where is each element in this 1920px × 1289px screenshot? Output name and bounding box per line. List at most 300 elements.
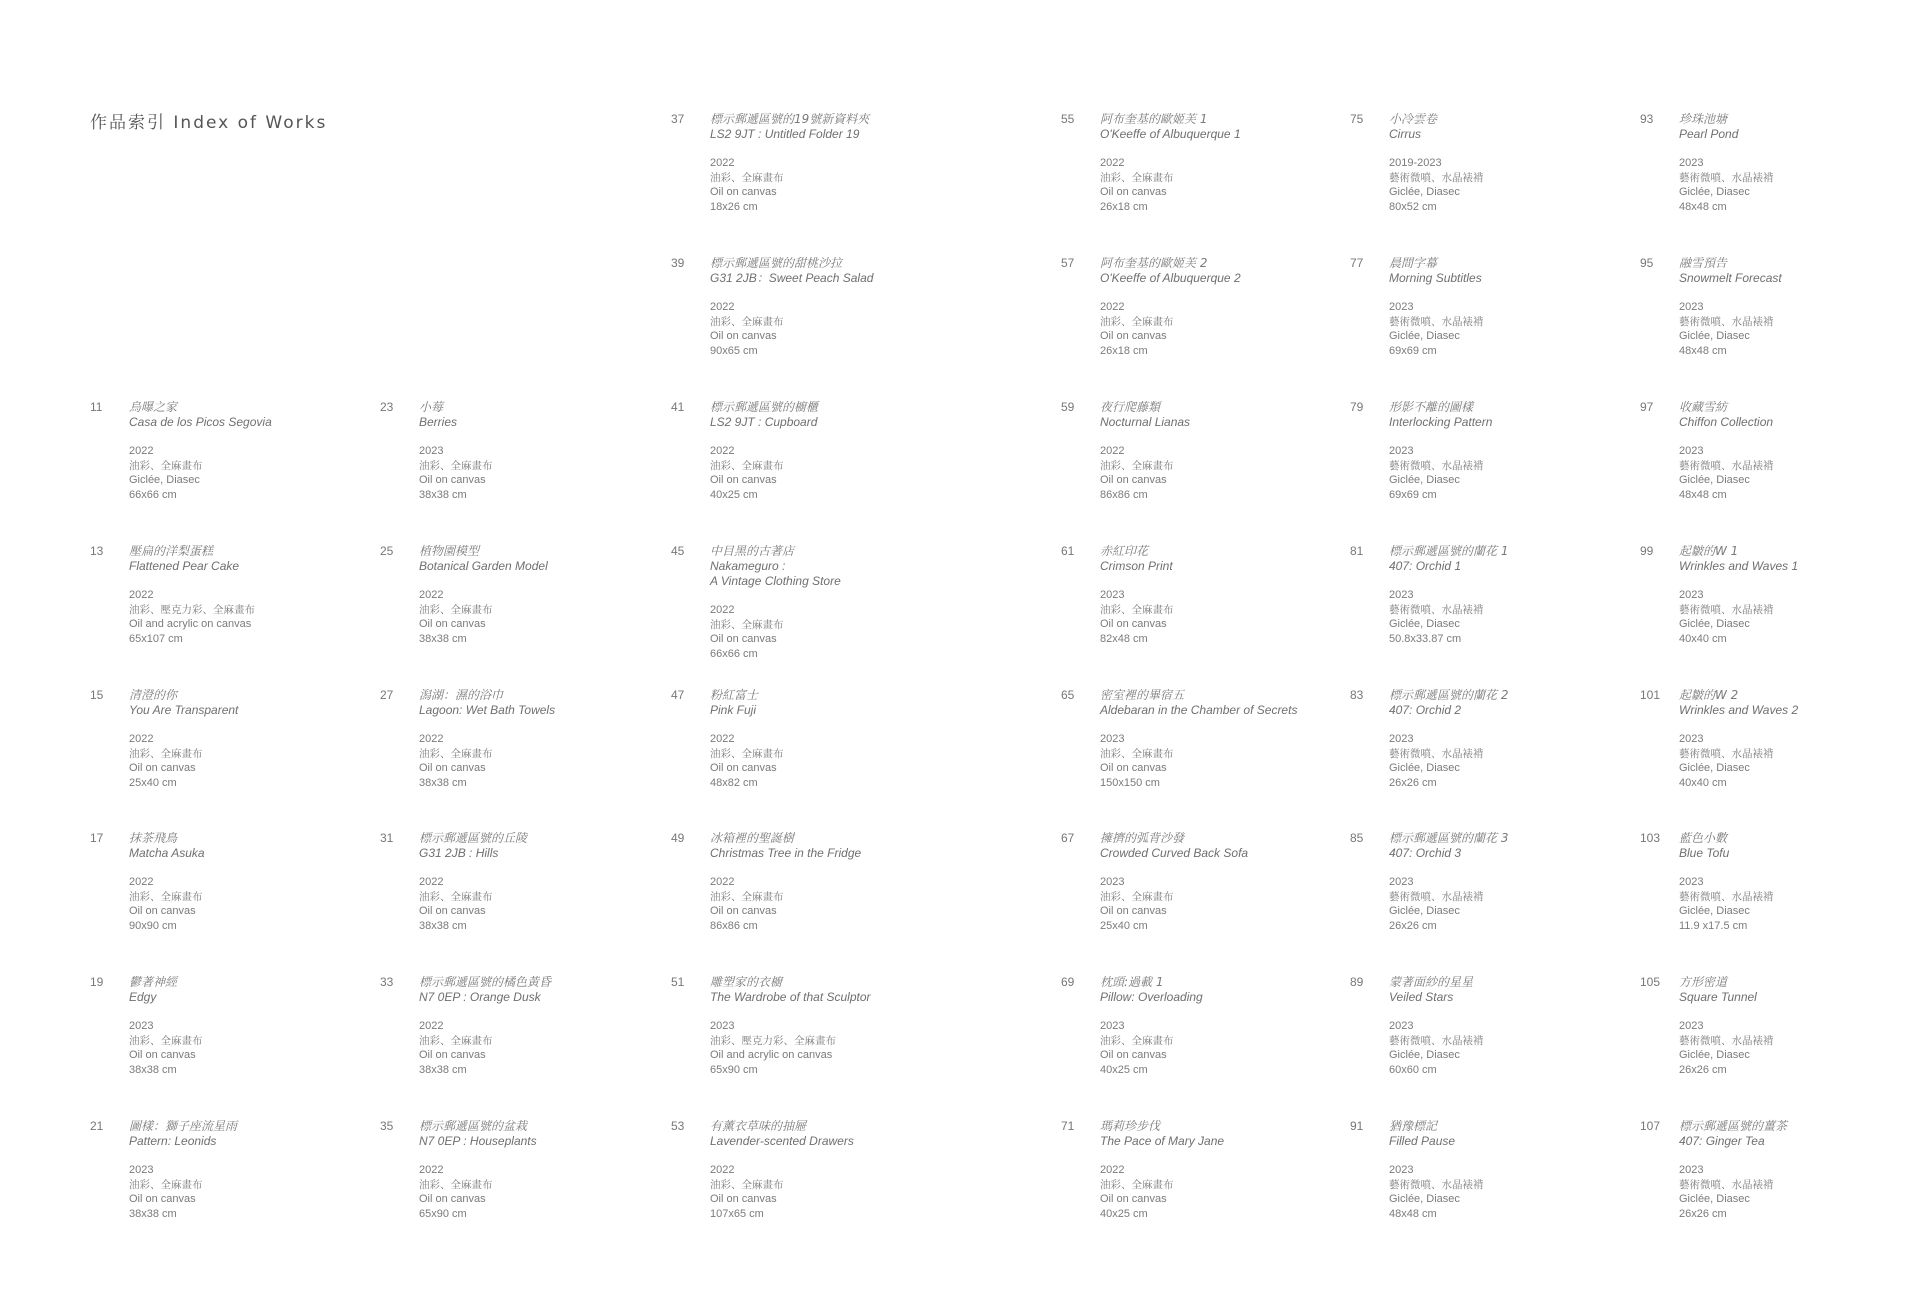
work-meta	[419, 1019, 629, 1077]
work-medium-zh: 藝術微噴、水晶裱褙	[1679, 603, 1774, 616]
work-size: 38x38 cm	[419, 919, 467, 932]
work-meta	[1389, 156, 1599, 214]
work-details	[419, 544, 629, 646]
work-size: 48x48 cm	[1679, 200, 1727, 213]
work-title-en	[1100, 415, 1310, 430]
work-size: 38x38 cm	[129, 1207, 177, 1220]
work-meta	[710, 1163, 920, 1221]
work-title-en-line: N7 0EP : Orange Dusk	[419, 990, 541, 1004]
work-details	[1679, 831, 1889, 933]
work-title-en-line: G31 2JB：Sweet Peach Salad	[710, 271, 874, 285]
work-year: 2023	[419, 445, 444, 457]
work-title-en-line: Filled Pause	[1389, 1134, 1456, 1148]
work-title-en	[419, 703, 629, 718]
work-title-zh: 晨間字幕	[1389, 256, 1438, 270]
work-title-zh: 植物園模型	[419, 544, 480, 558]
work-year: 2023	[1389, 876, 1414, 888]
work-size: 90x65 cm	[710, 344, 758, 357]
work-title-zh: 猶豫標記	[1389, 1119, 1438, 1133]
work-size: 40x25 cm	[1100, 1207, 1148, 1220]
work-medium-en: Giclée, Diasec	[1389, 762, 1460, 774]
work-title-zh: 藍色小數	[1679, 831, 1728, 845]
work-size: 26x26 cm	[1679, 1063, 1727, 1076]
work-year: 2022	[419, 733, 444, 745]
work-year: 2022	[710, 301, 735, 313]
work-size: 40x40 cm	[1679, 776, 1727, 789]
work-year: 2023	[129, 1020, 154, 1032]
work-number: 65	[1061, 688, 1075, 702]
work-year: 2022	[710, 604, 735, 616]
work-title-en-line: 407: Orchid 2	[1389, 703, 1462, 717]
work-title-en	[1679, 846, 1889, 861]
work-title-en	[710, 703, 920, 718]
work-year: 2022	[129, 733, 154, 745]
work-details	[1679, 1119, 1889, 1221]
work-size: 18x26 cm	[710, 200, 758, 213]
work-details	[1389, 831, 1599, 933]
work-title-en-line: Flattened Pear Cake	[129, 559, 240, 573]
work-meta	[1100, 300, 1310, 358]
work-title-zh: 阿布奎基的歐姬芙 1	[1100, 112, 1208, 126]
work-medium-en: Giclée, Diasec	[1389, 474, 1460, 486]
work-medium-zh: 油彩、全麻畫布	[1100, 603, 1174, 616]
work-year: 2022	[129, 445, 154, 457]
work-details	[1679, 400, 1889, 502]
work-number: 37	[671, 112, 685, 126]
work-year: 2023	[1100, 733, 1125, 745]
work-number: 51	[671, 975, 685, 989]
work-size: 38x38 cm	[129, 1063, 177, 1076]
work-medium-zh: 藝術微噴、水晶裱褙	[1679, 315, 1774, 328]
work-meta	[1100, 732, 1310, 790]
work-title-en	[1679, 559, 1889, 574]
work-details	[1389, 544, 1599, 646]
work-meta	[1389, 1019, 1599, 1077]
work-number: 25	[380, 544, 394, 558]
work-number: 81	[1350, 544, 1364, 558]
work-year: 2022	[710, 157, 735, 169]
work-meta	[1100, 588, 1310, 646]
work-year: 2022	[419, 876, 444, 888]
work-title-zh: 鬱著神經	[129, 975, 178, 989]
work-number: 79	[1350, 400, 1364, 414]
work-title-zh: 珍珠池塘	[1679, 112, 1728, 126]
work-title-zh: 標示郵遞區號的甜桃沙拉	[710, 256, 843, 270]
work-title-en-line: N7 0EP : Houseplants	[419, 1134, 537, 1148]
work-medium-zh: 油彩、全麻畫布	[129, 459, 203, 472]
work-medium-en: Oil on canvas	[710, 1193, 777, 1205]
work-size: 38x38 cm	[419, 776, 467, 789]
work-title-en	[1389, 559, 1599, 574]
work-medium-en: Oil and acrylic on canvas	[129, 618, 252, 630]
work-meta	[710, 1019, 920, 1077]
work-meta	[1100, 1163, 1310, 1221]
work-title-zh: 潟湖：濕的浴巾	[419, 688, 504, 702]
work-medium-en: Oil on canvas	[710, 186, 777, 198]
work-meta	[710, 603, 920, 661]
work-title-en-line: Pink Fuji	[710, 703, 757, 717]
work-medium-zh: 油彩、全麻畫布	[710, 1178, 784, 1191]
work-title-zh: 抹茶飛鳥	[129, 831, 178, 845]
work-title-en-line: 407: Orchid 1	[1389, 559, 1462, 573]
work-title-en-line: Wrinkles and Waves 1	[1679, 559, 1799, 573]
work-medium-en: Oil on canvas	[1100, 618, 1167, 630]
work-title-en-line: Veiled Stars	[1389, 990, 1454, 1004]
work-details	[419, 400, 629, 502]
work-year: 2023	[1389, 445, 1414, 457]
work-number: 107	[1640, 1119, 1661, 1133]
work-medium-zh: 藝術微噴、水晶裱褙	[1679, 171, 1774, 184]
work-title-en-line: Matcha Asuka	[129, 846, 205, 860]
work-title-en-line: O'Keeffe of Albuquerque 2	[1100, 271, 1241, 285]
work-size: 11.9 x17.5 cm	[1679, 919, 1748, 932]
work-number: 49	[671, 831, 685, 845]
work-details	[419, 831, 629, 933]
work-title-en-line: Lagoon: Wet Bath Towels	[419, 703, 556, 717]
work-meta	[710, 875, 920, 933]
work-year: 2022	[129, 876, 154, 888]
work-details	[710, 975, 920, 1077]
work-number: 35	[380, 1119, 394, 1133]
work-meta	[710, 156, 920, 214]
work-title-en	[129, 559, 339, 574]
work-medium-zh: 油彩、全麻畫布	[710, 459, 784, 472]
work-year: 2022	[710, 876, 735, 888]
work-size: 38x38 cm	[419, 632, 467, 645]
work-title-en	[1100, 990, 1310, 1005]
work-number: 13	[90, 544, 104, 558]
work-medium-en: Giclée, Diasec	[1679, 1193, 1750, 1205]
work-size: 26x18 cm	[1100, 200, 1148, 213]
work-title-en	[419, 559, 629, 574]
work-size: 65x90 cm	[419, 1207, 467, 1220]
work-medium-zh: 油彩、壓克力彩、全麻畫布	[129, 603, 255, 616]
work-size: 48x82 cm	[710, 776, 758, 789]
work-title-zh: 小莓	[419, 400, 444, 414]
work-title-en-line: Pearl Pond	[1679, 127, 1739, 141]
work-title-en-line: The Pace of Mary Jane	[1100, 1134, 1225, 1148]
work-size: 25x40 cm	[129, 776, 177, 789]
work-title-zh: 圖樣：獅子座流星雨	[129, 1119, 238, 1133]
work-details	[710, 112, 920, 214]
work-meta	[1679, 156, 1889, 214]
work-medium-zh: 藝術微噴、水晶裱褙	[1679, 890, 1774, 903]
work-medium-en: Oil and acrylic on canvas	[710, 1049, 833, 1061]
work-year: 2023	[1389, 589, 1414, 601]
work-title-en	[710, 1134, 920, 1149]
work-medium-zh: 油彩、全麻畫布	[1100, 171, 1174, 184]
work-number: 75	[1350, 112, 1364, 126]
work-year: 2023	[1100, 1020, 1125, 1032]
work-title-en	[1679, 271, 1889, 286]
work-number: 99	[1640, 544, 1654, 558]
work-medium-en: Giclée, Diasec	[1679, 905, 1750, 917]
work-details	[129, 1119, 339, 1221]
work-meta	[419, 1163, 629, 1221]
work-details	[129, 544, 339, 646]
work-number: 31	[380, 831, 394, 845]
work-medium-en: Oil on canvas	[1100, 186, 1167, 198]
work-details	[129, 975, 339, 1077]
work-title-zh: 起皺的W 1	[1679, 544, 1739, 558]
work-title-en	[129, 990, 339, 1005]
work-details	[710, 831, 920, 933]
work-year: 2023	[1679, 1020, 1704, 1032]
work-title-zh: 壓扁的洋梨蛋糕	[129, 544, 214, 558]
work-title-zh: 冰箱裡的聖誕樹	[710, 831, 795, 845]
work-size: 65x90 cm	[710, 1063, 758, 1076]
work-title-en-line: The Wardrobe of that Sculptor	[710, 990, 871, 1004]
work-details	[710, 256, 920, 358]
work-medium-en: Oil on canvas	[1100, 330, 1167, 342]
work-title-zh: 有薰衣草味的抽屜	[710, 1119, 807, 1133]
work-year: 2023	[1679, 301, 1704, 313]
work-title-en-line: G31 2JB : Hills	[419, 846, 499, 860]
work-size: 150x150 cm	[1100, 776, 1160, 789]
work-meta	[1679, 1019, 1889, 1077]
work-title-en	[1100, 1134, 1310, 1149]
work-size: 86x86 cm	[1100, 488, 1148, 501]
work-number: 21	[90, 1119, 104, 1133]
work-medium-zh: 藝術微噴、水晶裱褙	[1389, 890, 1484, 903]
work-medium-en: Oil on canvas	[129, 1049, 196, 1061]
work-details	[1100, 831, 1310, 933]
work-medium-zh: 油彩、全麻畫布	[1100, 315, 1174, 328]
work-size: 40x40 cm	[1679, 632, 1727, 645]
work-number: 27	[380, 688, 394, 702]
work-medium-en: Oil on canvas	[710, 474, 777, 486]
work-details	[1100, 112, 1310, 214]
work-medium-en: Giclée, Diasec	[1679, 1049, 1750, 1061]
work-medium-zh: 藝術微噴、水晶裱褙	[1679, 1034, 1774, 1047]
work-year: 2022	[1100, 1164, 1125, 1176]
work-meta	[129, 1019, 339, 1077]
work-title-zh: 擁擠的弧背沙發	[1100, 831, 1185, 845]
work-size: 48x48 cm	[1679, 344, 1727, 357]
work-medium-zh: 油彩、全麻畫布	[129, 1178, 203, 1191]
work-year: 2023	[1389, 301, 1414, 313]
work-title-en	[419, 1134, 629, 1149]
work-medium-en: Oil on canvas	[710, 762, 777, 774]
work-medium-zh: 藝術微噴、水晶裱褙	[1389, 459, 1484, 472]
work-meta	[710, 300, 920, 358]
work-size: 66x66 cm	[710, 647, 758, 660]
work-number: 97	[1640, 400, 1654, 414]
work-medium-zh: 藝術微噴、水晶裱褙	[1389, 603, 1484, 616]
work-title-en-line: O'Keeffe of Albuquerque 1	[1100, 127, 1241, 141]
work-medium-zh: 油彩、全麻畫布	[710, 747, 784, 760]
work-meta	[1389, 588, 1599, 646]
work-title-en-line: Crowded Curved Back Sofa	[1100, 846, 1249, 860]
work-title-zh: 標示郵遞區號的薑茶	[1679, 1119, 1788, 1133]
work-year: 2023	[1679, 733, 1704, 745]
work-title-en-line: Edgy	[129, 990, 157, 1004]
work-medium-en: Giclée, Diasec	[1679, 474, 1750, 486]
work-medium-en: Oil on canvas	[419, 618, 486, 630]
work-title-en	[1100, 846, 1310, 861]
work-year: 2023	[1389, 733, 1414, 745]
work-title-en	[1100, 127, 1310, 142]
work-meta	[419, 875, 629, 933]
work-medium-en: Oil on canvas	[419, 1049, 486, 1061]
work-size: 38x38 cm	[419, 1063, 467, 1076]
work-details	[1100, 688, 1310, 790]
work-size: 26x18 cm	[1100, 344, 1148, 357]
work-medium-en: Oil on canvas	[1100, 762, 1167, 774]
work-medium-zh: 藝術微噴、水晶裱褙	[1679, 1178, 1774, 1191]
work-medium-en: Oil on canvas	[1100, 474, 1167, 486]
work-year: 2022	[419, 589, 444, 601]
work-title-zh: 標示郵遞區號的蘭花 2	[1389, 688, 1509, 702]
work-medium-en: Oil on canvas	[710, 633, 777, 645]
work-number: 47	[671, 688, 685, 702]
work-title-en-line: Nocturnal Lianas	[1100, 415, 1191, 429]
work-title-zh: 密室裡的畢宿五	[1100, 688, 1185, 702]
work-meta	[1679, 300, 1889, 358]
work-medium-zh: 油彩、全麻畫布	[419, 1034, 493, 1047]
work-details	[1679, 688, 1889, 790]
work-title-zh: 夜行爬藤類	[1100, 400, 1161, 414]
work-medium-zh: 油彩、全麻畫布	[1100, 890, 1174, 903]
work-title-en	[129, 846, 339, 861]
work-size: 86x86 cm	[710, 919, 758, 932]
work-size: 90x90 cm	[129, 919, 177, 932]
work-details	[1389, 975, 1599, 1077]
work-number: 19	[90, 975, 104, 989]
work-year: 2019-2023	[1389, 157, 1442, 169]
work-medium-en: Oil on canvas	[129, 905, 196, 917]
work-medium-en: Giclée, Diasec	[1679, 330, 1750, 342]
work-title-en-line: Interlocking Pattern	[1389, 415, 1493, 429]
work-title-en-line: Christmas Tree in the Fridge	[710, 846, 862, 860]
work-number: 91	[1350, 1119, 1364, 1133]
work-title-en-line: Square Tunnel	[1679, 990, 1757, 1004]
work-size: 107x65 cm	[710, 1207, 764, 1220]
work-size: 40x25 cm	[1100, 1063, 1148, 1076]
work-title-en	[129, 415, 339, 430]
work-title-en	[1389, 703, 1599, 718]
work-medium-zh: 藝術微噴、水晶裱褙	[1389, 1034, 1484, 1047]
work-medium-zh: 油彩、全麻畫布	[419, 603, 493, 616]
work-size: 60x60 cm	[1389, 1063, 1437, 1076]
work-size: 69x69 cm	[1389, 344, 1437, 357]
work-details	[1389, 400, 1599, 502]
work-medium-en: Oil on canvas	[129, 1193, 196, 1205]
work-title-en	[1389, 846, 1599, 861]
work-title-en-line: 407: Ginger Tea	[1679, 1134, 1765, 1148]
work-year: 2023	[1389, 1020, 1414, 1032]
work-title-en	[710, 559, 920, 589]
work-number: 55	[1061, 112, 1075, 126]
work-title-zh: 枕頭:過載 1	[1100, 975, 1164, 989]
work-medium-en: Oil on canvas	[1100, 905, 1167, 917]
work-title-en-line: LS2 9JT : Cupboard	[710, 415, 818, 429]
work-details	[1100, 975, 1310, 1077]
work-number: 77	[1350, 256, 1364, 270]
work-year: 2023	[1679, 876, 1704, 888]
work-number: 61	[1061, 544, 1075, 558]
work-medium-zh: 油彩、全麻畫布	[1100, 459, 1174, 472]
work-medium-en: Oil on canvas	[1100, 1193, 1167, 1205]
work-medium-zh: 油彩、全麻畫布	[129, 747, 203, 760]
work-title-zh: 赤紅印花	[1100, 544, 1149, 558]
work-title-en-line: Nakameguro :	[710, 559, 786, 573]
work-medium-zh: 油彩、全麻畫布	[1100, 747, 1174, 760]
work-number: 53	[671, 1119, 685, 1133]
work-medium-zh: 油彩、壓克力彩、全麻畫布	[710, 1034, 836, 1047]
work-details	[129, 400, 339, 502]
work-title-en	[1679, 415, 1889, 430]
work-number: 39	[671, 256, 685, 270]
work-details	[1100, 1119, 1310, 1221]
work-meta	[1100, 1019, 1310, 1077]
work-title-en-line: Crimson Print	[1100, 559, 1173, 573]
work-year: 2022	[1100, 445, 1125, 457]
work-details	[710, 544, 920, 661]
work-medium-en: Giclée, Diasec	[1389, 618, 1460, 630]
work-title-en	[129, 703, 339, 718]
work-title-en	[710, 415, 920, 430]
work-year: 2023	[1389, 1164, 1414, 1176]
work-medium-zh: 藝術微噴、水晶裱褙	[1389, 747, 1484, 760]
work-medium-en: Oil on canvas	[419, 762, 486, 774]
work-number: 17	[90, 831, 104, 845]
work-title-en-line: Botanical Garden Model	[419, 559, 548, 573]
work-number: 83	[1350, 688, 1364, 702]
work-details	[710, 688, 920, 790]
work-number: 23	[380, 400, 394, 414]
work-meta	[710, 444, 920, 502]
work-title-zh: 瑪莉珍步伐	[1100, 1119, 1161, 1133]
work-title-zh: 標示郵遞區號的盆栽	[419, 1119, 528, 1133]
work-details	[1100, 544, 1310, 646]
work-medium-zh: 藝術微噴、水晶裱褙	[1679, 459, 1774, 472]
work-title-en-line: 407: Orchid 3	[1389, 846, 1462, 860]
work-medium-zh: 藝術微噴、水晶裱褙	[1389, 315, 1484, 328]
work-meta	[1389, 1163, 1599, 1221]
work-details	[419, 1119, 629, 1221]
work-title-en-line: Lavender-scented Drawers	[710, 1134, 854, 1148]
work-title-en-line: Pillow: Overloading	[1100, 990, 1203, 1004]
work-title-en-line: Cirrus	[1389, 127, 1421, 141]
work-size: 26x26 cm	[1389, 919, 1437, 932]
work-medium-zh: 藝術微噴、水晶裱褙	[1389, 171, 1484, 184]
work-size: 25x40 cm	[1100, 919, 1148, 932]
work-size: 48x48 cm	[1679, 488, 1727, 501]
work-title-zh: 收藏雪紡	[1679, 400, 1728, 414]
work-number: 105	[1640, 975, 1661, 989]
work-year: 2023	[1679, 1164, 1704, 1176]
work-size: 50.8x33.87 cm	[1389, 632, 1462, 645]
work-meta	[129, 1163, 339, 1221]
work-title-en	[710, 271, 920, 286]
work-number: 41	[671, 400, 685, 414]
work-medium-en: Giclée, Diasec	[1389, 330, 1460, 342]
work-title-en	[1100, 559, 1310, 574]
work-medium-en: Oil on canvas	[1100, 1049, 1167, 1061]
work-number: 33	[380, 975, 394, 989]
work-details	[129, 831, 339, 933]
work-title-en-line: Chiffon Collection	[1679, 415, 1774, 429]
work-meta	[1100, 444, 1310, 502]
work-title-en	[1100, 703, 1310, 718]
work-medium-zh: 油彩、全麻畫布	[129, 890, 203, 903]
work-meta	[1389, 732, 1599, 790]
work-title-en	[419, 415, 629, 430]
work-details	[1100, 400, 1310, 502]
work-title-zh: 起皺的W 2	[1679, 688, 1739, 702]
work-title-zh: 方形密道	[1679, 975, 1728, 989]
